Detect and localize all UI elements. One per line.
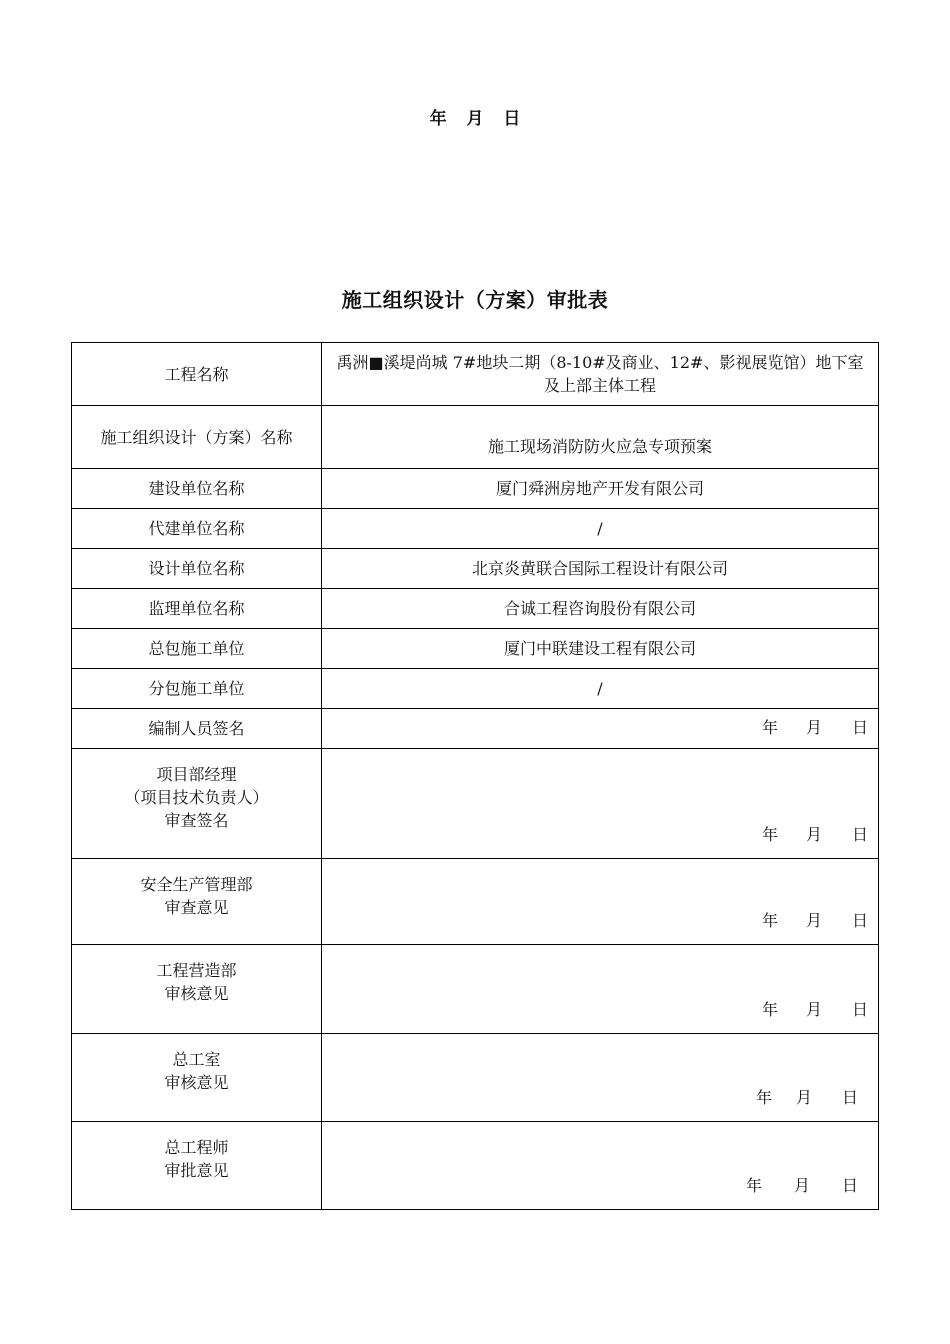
date-placeholder: 年 月 日 <box>761 825 868 844</box>
value-subcontractor: / <box>322 669 879 709</box>
label-general-contractor: 总包施工单位 <box>72 629 322 669</box>
row-agent-builder <box>72 509 879 549</box>
label-plan-name: 施工组织设计（方案）名称 <box>72 406 322 469</box>
label-chief-office-review: 总工室 审核意见 <box>72 1034 322 1122</box>
label-agent-builder: 代建单位名称 <box>72 509 322 549</box>
value-project-name <box>322 343 879 406</box>
value-developer: 厦门舜洲房地产开发有限公司 <box>322 469 879 509</box>
label-developer: 建设单位名称 <box>72 469 322 509</box>
label-construction-review: 工程营造部 审核意见 <box>72 945 322 1034</box>
label-designer: 设计单位名称 <box>72 549 322 589</box>
label-subcontractor: 分包施工单位 <box>72 669 322 709</box>
date-placeholder: 年 月 日 <box>761 911 868 930</box>
label-supervisor: 监理单位名称 <box>72 589 322 629</box>
pm-review-area[interactable] <box>322 749 879 859</box>
compiler-signature-area[interactable] <box>322 709 879 749</box>
row-developer <box>72 469 879 509</box>
row-plan-name <box>72 406 879 469</box>
row-project-name <box>72 343 879 406</box>
row-supervisor <box>72 589 879 629</box>
row-construction-review <box>72 945 879 1034</box>
form-title: 施工组织设计（方案）审批表 <box>341 288 609 312</box>
header-date: 年 月 日 <box>429 109 521 129</box>
construction-review-area[interactable] <box>322 945 879 1034</box>
date-placeholder: 年 月 日 <box>761 718 868 737</box>
label-pm-review: 项目部经理 （项目技术负责人） 审查签名 <box>72 749 322 859</box>
label-compiler-signature: 编制人员签名 <box>72 709 322 749</box>
value-agent-builder: / <box>322 509 879 549</box>
label-chief-engineer-approval: 总工程师 审批意见 <box>72 1122 322 1210</box>
row-subcontractor <box>72 669 879 709</box>
date-placeholder: 年 月 日 <box>761 1000 868 1019</box>
row-pm-review <box>72 749 879 859</box>
project-name-text: 禹洲■溪堤尚城 7#地块二期（8-10#及商业、12#、影视展览馆）地下室及上部主体工程 <box>336 353 864 395</box>
value-supervisor: 合诚工程咨询股份有限公司 <box>322 589 879 629</box>
chief-office-review-area[interactable] <box>322 1034 879 1122</box>
value-plan-name: 施工现场消防防火应急专项预案 <box>322 406 879 469</box>
date-placeholder: 年 月 日 <box>745 1176 858 1195</box>
chief-engineer-approval-area[interactable] <box>322 1122 879 1210</box>
label-safety-review: 安全生产管理部 审查意见 <box>72 859 322 945</box>
date-placeholder: 年 月 日 <box>755 1088 858 1107</box>
row-chief-office-review <box>72 1034 879 1122</box>
value-designer: 北京炎黄联合国际工程设计有限公司 <box>322 549 879 589</box>
row-safety-review <box>72 859 879 945</box>
value-general-contractor: 厦门中联建设工程有限公司 <box>322 629 879 669</box>
row-designer <box>72 549 879 589</box>
row-compiler-signature <box>72 709 879 749</box>
approval-form-table <box>71 342 879 1210</box>
row-general-contractor <box>72 629 879 669</box>
row-chief-engineer-approval <box>72 1122 879 1210</box>
label-project-name: 工程名称 <box>72 343 322 406</box>
safety-review-area[interactable] <box>322 859 879 945</box>
